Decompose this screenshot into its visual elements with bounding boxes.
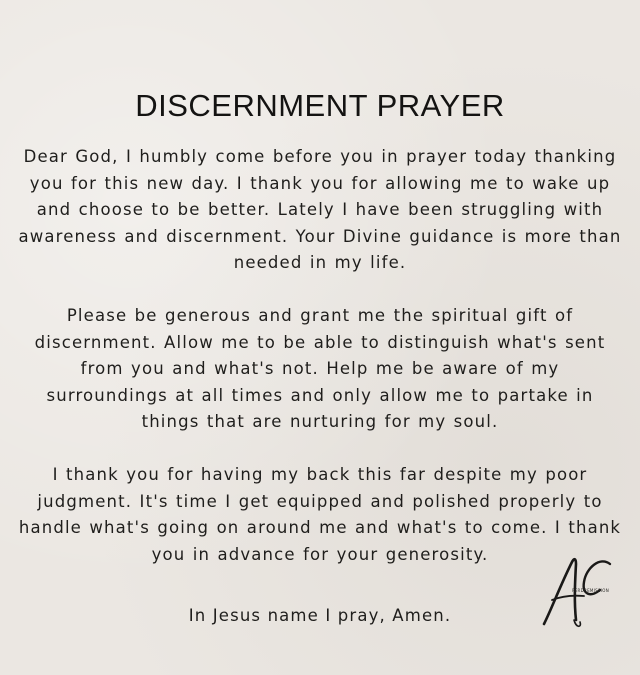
signature-tagline: PERDREMISSION	[572, 588, 610, 593]
prayer-paragraph-2: Please be generous and grant me the spiritual gift of discernment. Allow me to be able to distinguish what's sent from you and what's not. Help me be aware of my surroundings at all times and only allow me to partake in things that are nurturing for my soul.	[34, 305, 606, 432]
prayer-paragraph-1: Dear God, I humbly come before you in prayer today thanking you for this new day. I thank you for allowing me to wake up and choose to be better. Lately I have been struggling with awareness and discernment. Your Divine guidance is more than needed in my life.	[18, 147, 622, 273]
page-title: DISCERNMENT PRAYER	[135, 88, 505, 123]
prayer-paragraph-3: I thank you for having my back this far despite my poor judgment. It's time I get equipped and polished properly to handle what's going on around me and what's to come. I thank you in advance for your generosity.	[18, 464, 622, 564]
signature-logo	[538, 548, 632, 632]
prayer-body	[18, 144, 622, 568]
prayer-closing: In Jesus name I pray, Amen.	[188, 606, 452, 625]
